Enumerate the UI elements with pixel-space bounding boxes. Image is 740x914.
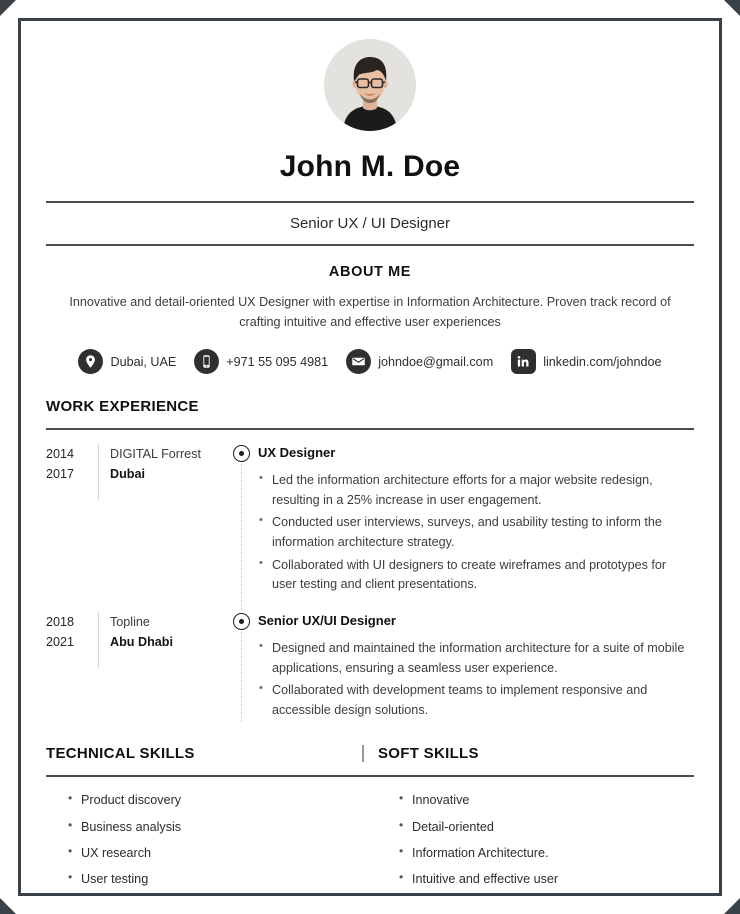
experience-bullet: • Collaborated with development teams to implement responsive and accessible design solutions. — [258, 681, 694, 720]
experience-bullet: • Collaborated with UI designers to create wireframes and prototypes for user testing and client presentations. — [258, 556, 694, 595]
list-item: • Detail-oriented — [399, 817, 694, 837]
timeline-dot-icon — [233, 613, 250, 630]
skills-columns — [46, 790, 694, 895]
contact-phone-text: +971 55 095 4981 — [226, 354, 329, 369]
technical-skills-heading: TECHNICAL SKILLS — [46, 745, 195, 763]
contact-location-text: Dubai, UAE — [110, 354, 177, 369]
linkedin-icon — [511, 349, 536, 374]
contact-linkedin-text: linkedin.com/johndoe — [543, 354, 662, 369]
about-heading: ABOUT ME — [328, 264, 412, 280]
timeline-column — [226, 612, 256, 724]
timeline-line — [241, 620, 242, 724]
experience-end-year: 2017 — [46, 466, 75, 481]
contact-phone[interactable] — [194, 349, 328, 374]
experience-location: Abu Dhabi — [110, 634, 173, 649]
timeline-dot-icon — [233, 445, 250, 462]
corner-mark-bottom-right — [724, 898, 740, 914]
experience-bullet: • Designed and maintained the information architecture for a suite of mobile applications, ensuring a seamless user experience. — [258, 639, 694, 678]
experience-dates — [46, 612, 98, 653]
timeline-line — [241, 452, 242, 612]
profile-photo-illustration — [324, 39, 416, 131]
soft-skills-column — [363, 790, 694, 895]
list-item: • Product discovery — [68, 790, 363, 810]
contact-linkedin[interactable] — [511, 349, 661, 374]
resume-content — [46, 33, 694, 886]
avatar — [324, 39, 416, 131]
soft-skills-heading-col — [362, 745, 694, 762]
list-item: • User testing — [68, 869, 363, 889]
resume-page — [18, 18, 722, 896]
technical-skills-list — [46, 790, 363, 889]
divider-below-job-title — [46, 244, 694, 246]
list-item: • Information Architecture. — [399, 843, 694, 863]
experience-start-year: 2014 — [46, 447, 75, 462]
corner-mark-bottom-left — [0, 898, 16, 914]
corner-mark-top-right — [724, 0, 740, 16]
corner-mark-top-left — [0, 0, 16, 16]
experience-end-year: 2021 — [46, 634, 75, 649]
list-item: • Business analysis — [68, 817, 363, 837]
work-experience-divider — [46, 428, 694, 430]
skills-divider — [46, 775, 694, 777]
experience-bullet: • Led the information architecture efforts for a major website redesign, resulting in a 25% increase in user engagement. — [258, 471, 694, 510]
about-section — [46, 264, 694, 374]
experience-role: UX Designer — [258, 445, 336, 461]
phone-icon — [194, 349, 219, 374]
list-item: • Intuitive and effective user — [399, 869, 694, 889]
about-summary: Innovative and detail-oriented UX Designer with expertise in Information Architecture. Proven track record of crafting intuitive and effective user experiences — [69, 295, 671, 329]
experience-company: Topline — [110, 614, 150, 629]
technical-skills-column — [46, 790, 363, 895]
contact-email-text: johndoe@gmail.com — [378, 354, 494, 369]
experience-item — [46, 444, 694, 598]
contact-row — [46, 349, 694, 374]
experience-bullet-list — [258, 639, 694, 721]
work-experience-section — [46, 398, 694, 723]
experience-company: DIGITAL Forrest — [110, 447, 201, 462]
experience-details — [256, 612, 694, 724]
contact-location[interactable] — [78, 349, 176, 374]
envelope-icon — [346, 349, 371, 374]
skills-headings — [46, 745, 694, 762]
experience-item — [46, 612, 694, 724]
list-item: • UX research — [68, 843, 363, 863]
experience-location: Dubai — [110, 466, 145, 481]
experience-details — [256, 444, 694, 598]
timeline-column — [226, 444, 256, 598]
soft-skills-heading: SOFT SKILLS — [378, 745, 479, 763]
work-experience-heading: WORK EXPERIENCE — [46, 398, 199, 416]
experience-bullet-list — [258, 471, 694, 595]
experience-bullet: • Conducted user interviews, surveys, and usability testing to inform the information architecture strategy. — [258, 513, 694, 552]
job-title: Senior UX / UI Designer — [289, 215, 451, 232]
technical-skills-heading-col — [46, 745, 362, 762]
location-pin-icon — [78, 349, 103, 374]
page-title: John M. Doe — [279, 150, 461, 183]
skills-section — [46, 745, 694, 895]
list-item: • Innovative — [399, 790, 694, 810]
experience-company-block — [98, 444, 226, 500]
experience-role: Senior UX/UI Designer — [258, 612, 396, 628]
experience-company-block — [98, 612, 226, 668]
contact-email[interactable] — [346, 349, 493, 374]
experience-dates — [46, 444, 98, 485]
experience-start-year: 2018 — [46, 614, 75, 629]
avatar-container — [46, 39, 694, 131]
soft-skills-list — [377, 790, 694, 889]
